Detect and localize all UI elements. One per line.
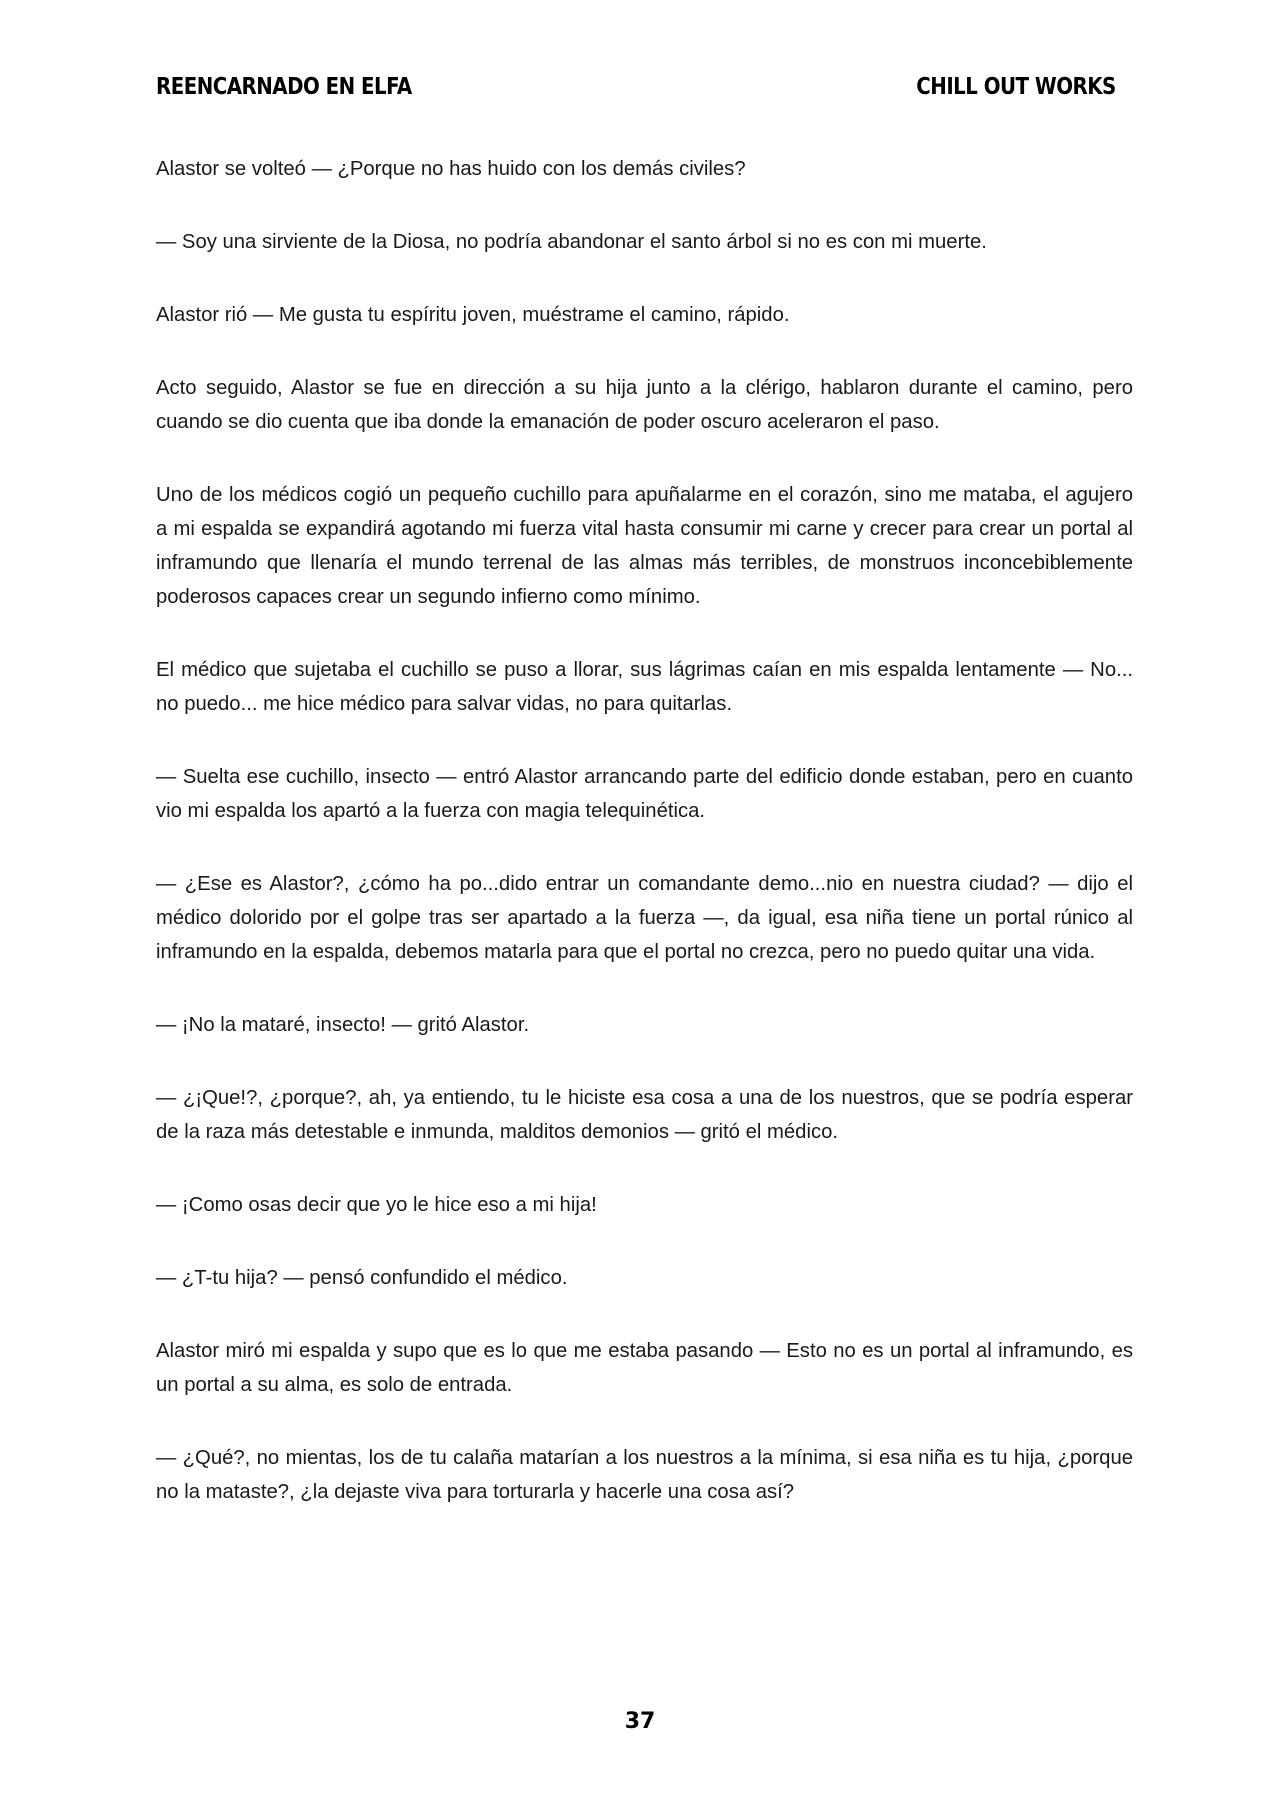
book-title: REENCARNADO EN ELFA <box>156 74 412 100</box>
paragraph: Acto seguido, Alastor se fue en dirección a su hija junto a la clérigo, hablaron durante el camino, pero cuando se dio cuenta que iba donde la emanación de poder oscuro aceleraron el paso. <box>156 377 1133 433</box>
paragraph: — ¿T-tu hija? — pensó confundido el médico. <box>156 1267 568 1289</box>
paragraph: — Soy una sirviente de la Diosa, no podría abandonar el santo árbol si no es con mi muerte. <box>156 231 987 253</box>
paragraph: — ¿Qué?, no mientas, los de tu calaña matarían a los nuestros a la mínima, si esa niña es tu hija, ¿porque no la mataste?, ¿la dejaste viva para torturarla y hacerle una cosa así? <box>156 1447 1133 1503</box>
body-text <box>156 152 1133 1548</box>
paragraph: — ¿Ese es Alastor?, ¿cómo ha po...dido entrar un comandante demo...nio en nuestra ciudad? — dijo el médico dolorido por el golpe tras ser apartado a la fuerza —, da igual, esa niña tiene un portal rúnico al inframundo en la espalda, debemos matarla para que el portal no crezca, pero no puedo quitar una vida. <box>156 873 1133 963</box>
paragraph: — ¡Como osas decir que yo le hice eso a mi hija! <box>156 1194 597 1216</box>
paragraph: El médico que sujetaba el cuchillo se puso a llorar, sus lágrimas caían en mis espalda lentamente — No... no puedo... me hice médico para salvar vidas, no para quitarlas. <box>156 659 1133 715</box>
paragraph: Alastor se volteó — ¿Porque no has huido con los demás civiles? <box>156 158 746 180</box>
paragraph: — ¡No la mataré, insecto! — gritó Alastor. <box>156 1014 530 1036</box>
page-number: 37 <box>624 1709 656 1734</box>
paragraph: — ¿¡Que!?, ¿porque?, ah, ya entiendo, tu le hiciste esa cosa a una de los nuestros, que se podría esperar de la raza más detestable e inmunda, malditos demonios — gritó el médico. <box>156 1087 1133 1143</box>
page-header <box>156 74 1116 100</box>
publisher-name: CHILL OUT WORKS <box>916 74 1116 100</box>
paragraph: — Suelta ese cuchillo, insecto — entró Alastor arrancando parte del edificio donde estaban, pero en cuanto vio mi espalda los apartó a la fuerza con magia telequinética. <box>156 766 1133 822</box>
paragraph: Alastor miró mi espalda y supo que es lo que me estaba pasando — Esto no es un portal al inframundo, es un portal a su alma, es solo de entrada. <box>156 1340 1133 1396</box>
paragraph: Uno de los médicos cogió un pequeño cuchillo para apuñalarme en el corazón, sino me mataba, el agujero a mi espalda se expandirá agotando mi fuerza vital hasta consumir mi carne y crecer para crear un portal al inframundo que llenaría el mundo terrenal de las almas más terribles, de monstruos inconcebiblemente poderosos capaces crear un segundo infierno como mínimo. <box>156 484 1133 608</box>
paragraph: Alastor rió — Me gusta tu espíritu joven, muéstrame el camino, rápido. <box>156 304 790 326</box>
